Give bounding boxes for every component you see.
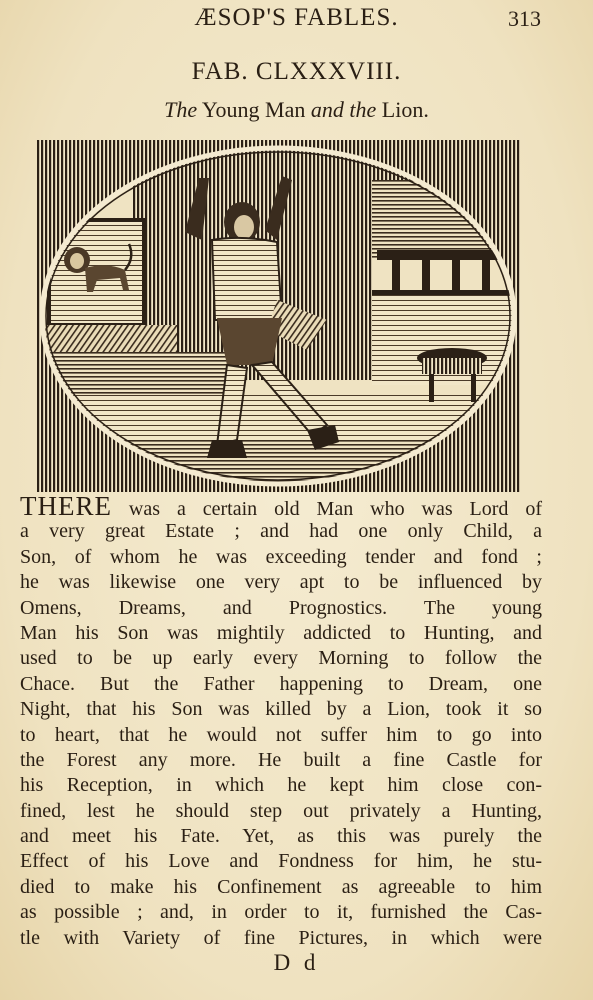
text-line-5: Omens, Dreams, and Prognostics. The young — [20, 596, 542, 619]
text-line-13: fined, lest he should step out privately a Hunting, — [20, 799, 542, 822]
fable-body-text — [20, 491, 542, 951]
text-line-8: Chace. But the Father happening to Dream, one — [20, 672, 542, 695]
text-line-1 — [20, 491, 542, 521]
text-line-10: to heart, that he would not suffer him to go into — [20, 723, 542, 746]
fable-title-and-the: and the — [310, 97, 377, 122]
running-title: ÆSOP'S FABLES. — [194, 4, 399, 31]
fable-number: FAB. CLXXXVIII. — [191, 58, 402, 85]
text-line-4: he was likewise one very apt to be influenced by — [20, 571, 542, 594]
fable-title-lion: Lion. — [381, 97, 429, 122]
page-number: 313 — [508, 6, 541, 31]
running-head — [0, 4, 593, 36]
text-line-11: the Forest any more. He built a fine Castle for — [20, 748, 542, 771]
signature-mark: D d — [273, 950, 320, 975]
text-line-7: used to be up early every Morning to follow the — [20, 647, 542, 670]
text-line-2: a very great Estate ; and had one only Child, a — [20, 520, 542, 543]
text-line-12: his Reception, in which he kept him close con- — [20, 774, 542, 797]
text-line-18: tle with Variety of fine Pictures, in which were — [20, 926, 542, 949]
text-line-1-rest: was a certain old Man who was Lord of — [112, 498, 542, 520]
text-line-6: Man his Son was mightily addicted to Hunting, and — [20, 621, 542, 644]
text-line-15: Effect of his Love and Fondness for him, he stu- — [20, 850, 542, 873]
fable-title-young-man: Young Man — [201, 97, 306, 122]
drop-cap: THERE — [20, 491, 112, 521]
text-line-9: Night, that his Son was killed by a Lion, took it so — [20, 698, 542, 721]
text-line-17: as possible ; and, in order to it, furnished the Cas- — [20, 901, 542, 924]
text-line-3: Son, of whom he was exceeding tender and fond ; — [20, 545, 542, 568]
fable-title-the: The — [164, 97, 198, 122]
fable-title — [0, 97, 593, 123]
text-line-16: died to make his Confinement as agreeable to him — [20, 875, 542, 898]
woodcut-illustration — [37, 140, 520, 492]
text-line-14: and meet his Fate. Yet, as this was purely the — [20, 825, 542, 848]
